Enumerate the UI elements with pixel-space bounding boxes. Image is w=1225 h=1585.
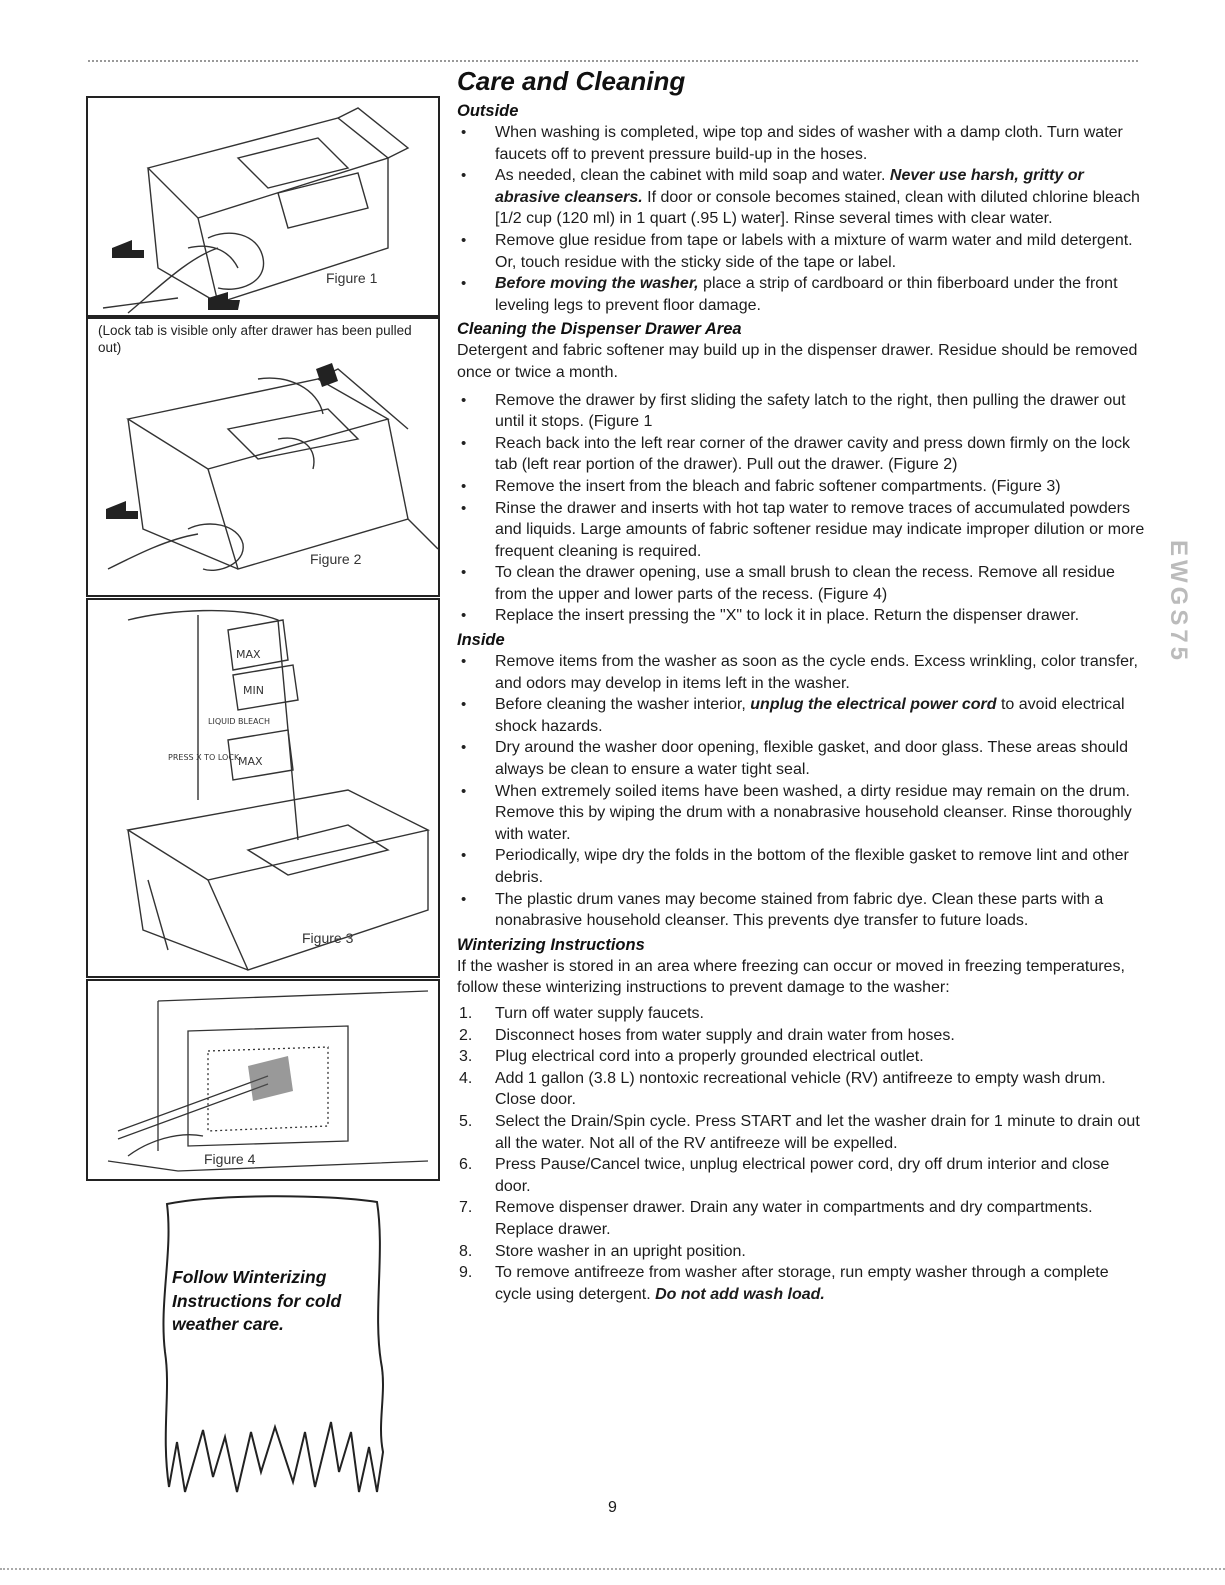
page-number: 9: [608, 1499, 617, 1516]
figure-1-label: Figure 1: [326, 270, 378, 286]
inside-item: • Dry around the washer door opening, flexible gasket, and door glass. These areas should always be clean to ensure a water tight seal.: [457, 737, 1147, 780]
recess-illustration: [88, 981, 440, 1181]
care-cleaning-column: [457, 66, 1147, 1305]
insert-tag-1: MAX: [236, 648, 261, 661]
winterizing-step: 1. Turn off water supply faucets.: [459, 1004, 704, 1022]
figure-4-recess-brush: [86, 979, 440, 1181]
inside-item: • Remove items from the washer as soon as the cycle ends. Excess wrinkling, color transfer, and odors may develop in items left in the washer.: [457, 651, 1147, 694]
icicle-callout-frame: [155, 1192, 390, 1502]
drawer-illustration-1: [88, 98, 440, 317]
winterizing-step: 6. Press Pause/Cancel twice, unplug electrical power cord, dry off drum interior and close door.: [459, 1156, 1110, 1195]
outside-item: • When washing is completed, wipe top and sides of washer with a damp cloth. Turn water faucets off to prevent pressure build-up in the hoses.: [457, 122, 1147, 165]
winterizing-step: 2. Disconnect hoses from water supply and drain water from hoses.: [459, 1026, 955, 1044]
winterizing-intro: If the washer is stored in an area where freezing can occur or moved in freezing temperatures, follow these winterizing instructions to prevent damage to the washer:: [457, 957, 1125, 997]
inside-item: • Periodically, wipe dry the folds in the bottom of the flexible gasket to remove lint and other debris.: [457, 845, 1147, 888]
inside-item: • The plastic drum vanes may become stained from fabric dye. Clean these parts with a nonabrasive household cleanser. This prevents dye transfer to future loads.: [457, 889, 1147, 932]
outside-heading: Outside: [457, 102, 519, 120]
dispenser-item: • To clean the drawer opening, use a small brush to clean the recess. Remove all residue from the upper and lower parts of the recess. (Figure 4): [457, 562, 1147, 605]
figure-2-lock-tab: [86, 317, 440, 597]
page-title: Care and Cleaning: [457, 66, 686, 96]
top-dotted-rule: [88, 60, 1138, 62]
winterizing-heading: Winterizing Instructions: [457, 935, 645, 954]
figure-4-label: Figure 4: [204, 1151, 256, 1167]
figure-2-label: Figure 2: [310, 551, 362, 567]
insert-illustration: [88, 600, 440, 978]
insert-tag-2: MIN: [243, 684, 264, 697]
figure-3-insert: [86, 598, 440, 978]
drawer-illustration-2: [88, 319, 440, 597]
winterizing-step: 8. Store washer in an upright position.: [459, 1242, 746, 1260]
figure-2-caption: (Lock tab is visible only after drawer has been pulled out): [98, 323, 412, 355]
dispenser-intro: Detergent and fabric softener may build up in the dispenser drawer. Residue should be removed once or twice a month.: [457, 342, 1138, 381]
winterizing-step: 3. Plug electrical cord into a properly grounded electrical outlet.: [459, 1048, 924, 1066]
outside-item: • Remove glue residue from tape or labels with a mixture of warm water and mild detergent. Or, touch residue with the sticky side of the tape or label.: [457, 230, 1147, 273]
figure-1-drawer-release: [86, 96, 440, 317]
winterizing-callout: Follow Winterizing Instructions for cold weather care.: [172, 1267, 342, 1334]
winterizing-step: 9. To remove antifreeze from washer after storage, run empty washer through a complete cycle using detergent. Do not add wash load.: [459, 1264, 1109, 1303]
winterizing-step: 7. Remove dispenser drawer. Drain any water in compartments and dry compartments. Replace drawer.: [459, 1199, 1093, 1238]
insert-tag-3: LIQUID BLEACH: [208, 717, 270, 726]
dispenser-item: • Remove the insert from the bleach and fabric softener compartments. (Figure 3): [457, 476, 1147, 498]
dispenser-item: • Reach back into the left rear corner of the drawer cavity and press down firmly on the lock tab (left rear portion of the drawer). Pull out the drawer. (Figure 2): [457, 433, 1147, 476]
inside-heading: Inside: [457, 631, 505, 650]
bottom-dotted-rule: [0, 1568, 1225, 1570]
side-model-code: EWGS75: [1165, 539, 1193, 665]
outside-item: • Before moving the washer, place a strip of cardboard or thin fiberboard under the front leveling legs to prevent floor damage.: [457, 273, 1147, 316]
insert-tag-5: MAX: [238, 755, 263, 768]
inside-list: [457, 651, 1147, 932]
insert-tag-4: PRESS X TO LOCK: [168, 753, 240, 762]
inside-item: • Before cleaning the washer interior, unplug the electrical power cord to avoid electrical shock hazards.: [457, 694, 1147, 737]
outside-list: [457, 122, 1147, 316]
dispenser-heading: Cleaning the Dispenser Drawer Area: [457, 320, 742, 339]
winterizing-steps: [457, 1003, 1147, 1305]
winterizing-step: 5. Select the Drain/Spin cycle. Press START and let the washer drain for 1 minute to drain out all the water. Not all of the RV antifreeze will be expelled.: [459, 1112, 1140, 1152]
winterizing-step: 4. Add 1 gallon (3.8 L) nontoxic recreational vehicle (RV) antifreeze to empty wash drum. Close door.: [459, 1069, 1106, 1109]
dispenser-list: [457, 390, 1147, 628]
dispenser-item: • Remove the drawer by first sliding the safety latch to the right, then pulling the drawer out until it stops. (Figure 1: [457, 390, 1147, 433]
dispenser-item: • Rinse the drawer and inserts with hot tap water to remove traces of accumulated powders and liquids. Large amounts of fabric softener residue may indicate improper dilution or more frequent cleaning is required.: [457, 498, 1147, 563]
figure-3-label: Figure 3: [302, 930, 354, 946]
outside-item: • As needed, clean the cabinet with mild soap and water. Never use harsh, gritty or abrasive cleansers. If door or console becomes stained, clean with diluted chlorine bleach [1/2 cup (120 ml) in 1 quart (.95 L) water]. Rinse several times with clear water.: [457, 165, 1147, 230]
inside-item: • When extremely soiled items have been washed, a dirty residue may remain on the drum. Remove this by wiping the drum with a nonabrasive household cleanser. Rinse thoroughly with water.: [457, 781, 1147, 846]
dispenser-item: • Replace the insert pressing the "X" to lock it in place. Return the dispenser drawer.: [457, 605, 1147, 627]
